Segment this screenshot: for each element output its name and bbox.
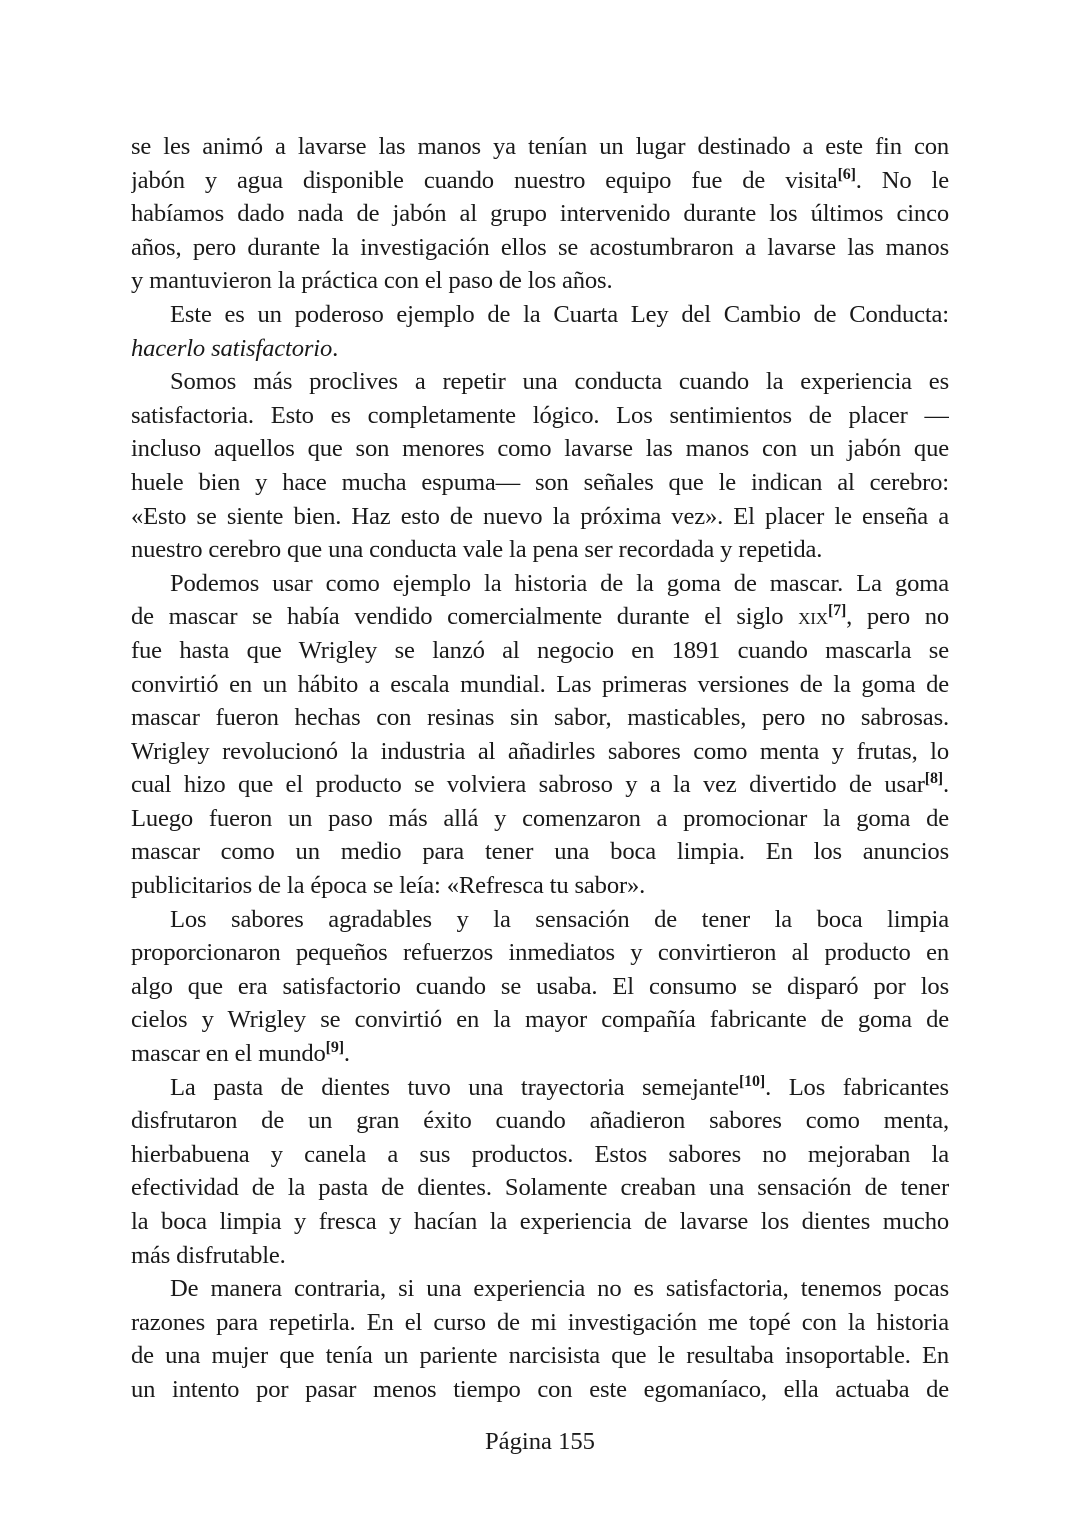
text-line [131,332,949,366]
text-run: jabón y agua disponible cuando nuestro equipo fue de visita [131,166,838,194]
text-run: mascar fueron hechas con resinas sin sabor, masticables, pero no sabrosas. [131,704,949,732]
footnote-reference[interactable]: [9] [325,1039,344,1057]
text-line [131,533,949,567]
footnote-reference[interactable]: [6] [837,165,856,183]
text-line [131,668,949,702]
text-line [131,802,949,836]
text-run: cual hizo que el producto se volviera sabroso y a la vez divertido de usar [131,771,925,799]
text-line [131,432,949,466]
text-run: La pasta de dientes tuvo una trayectoria semejante [170,1073,739,1101]
text-line [131,768,949,802]
text-run: de mascar se había vendido comercialmente durante el siglo [131,603,799,631]
text-line [131,970,949,1004]
text-run: proporcionaron pequeños refuerzos inmediatos y convirtieron al producto en [131,939,949,967]
text-run: nuestro cerebro que una conducta vale la pena ser recordada y repetida. [131,536,823,564]
text-run: xix [798,603,828,631]
text-line [131,1306,949,1340]
text-run: satisfactoria. Esto es completamente lógico. Los sentimientos de placer — [131,401,949,429]
text-line [131,1003,949,1037]
text-line [131,164,949,198]
text-line [131,1171,949,1205]
paragraph [131,1272,949,1406]
text-run: . [343,1040,350,1068]
text-line [131,936,949,970]
text-run: . No le [855,166,949,194]
text-line [131,1071,949,1105]
text-run: publicitarios de la época se leía: «Refresca tu sabor». [131,872,646,900]
text-run: habíamos dado nada de jabón al grupo intervenido durante los últimos cinco [131,200,949,228]
text-run: se les animó a lavarse las manos ya tenían un lugar destinado a este fin con [131,133,949,160]
paragraph [131,567,949,903]
text-line [131,869,949,903]
text-line [131,835,949,869]
text-run: y mantuvieron la práctica con el paso de los años. [131,267,613,295]
paragraph [131,298,949,365]
text-line [131,634,949,668]
text-run: huele bien y hace mucha espuma— son señales que le indican al cerebro: [131,468,949,496]
text-run: mascar como un medio para tener una boca limpia. En los anuncios [131,838,949,866]
text-run: disfrutaron de un gran éxito cuando añadieron sabores como menta, [131,1107,949,1135]
text-run: hierbabuena y canela a sus productos. Estos sabores no mejoraban la [131,1140,949,1168]
text-line [131,1339,949,1373]
text-run: algo que era satisfactorio cuando se usaba. El consumo se disparó por los [131,972,949,1000]
text-line [131,500,949,534]
text-line [131,298,949,332]
text-run: incluso aquellos que son menores como lavarse las manos con un jabón que [131,435,949,463]
text-line [131,1239,949,1273]
text-line [131,466,949,500]
text-line [131,1373,949,1407]
text-run: razones para repetirla. En el curso de mi investigación me topé con la historia [131,1308,949,1336]
emphasis-text: hacerlo satisfactorio [131,334,333,362]
text-run: un intento por pasar menos tiempo con este egomaníaco, ella actuaba de [131,1375,949,1403]
text-run: , pero no [846,603,949,631]
body-text [131,130,949,1407]
text-run: Luego fueron un paso más allá y comenzaron a promocionar la goma de [131,804,949,832]
text-run: efectividad de la pasta de dientes. Solamente creaban una sensación de tener [131,1174,949,1202]
text-line [131,1272,949,1306]
text-run: Este es un poderoso ejemplo de la Cuarta Ley del Cambio de Conducta: [170,300,949,328]
text-line [131,399,949,433]
text-run: Podemos usar como ejemplo la historia de la goma de mascar. La goma [170,569,949,597]
footnote-reference[interactable]: [8] [924,770,943,788]
text-run: convirtió en un hábito a escala mundial. Las primeras versiones de la goma de [131,670,949,698]
text-run: más disfrutable. [131,1241,286,1269]
text-line [131,197,949,231]
text-run: Los sabores agradables y la sensación de tener la boca limpia [170,905,949,933]
page-number: Página 155 [485,1428,595,1455]
text-line [131,1205,949,1239]
text-run: Wrigley revolucionó la industria al añadirles sabores como menta y frutas, lo [131,737,949,765]
text-line [131,1138,949,1172]
text-run: cielos y Wrigley se convirtió en la mayor compañía fabricante de goma de [131,1006,949,1034]
text-run: de una mujer que tenía un pariente narcisista que le resultaba insoportable. En [131,1342,949,1370]
text-line [131,264,949,298]
footnote-reference[interactable]: [7] [827,602,847,620]
text-line [131,365,949,399]
paragraph [131,130,949,298]
paragraph [131,1071,949,1273]
text-run: fue hasta que Wrigley se lanzó al negocio en 1891 cuando mascarla se [131,636,949,664]
text-run: Somos más proclives a repetir una conducta cuando la experiencia es [170,368,949,396]
text-run: . [943,771,949,799]
text-line [131,567,949,601]
text-run: la boca limpia y fresca y hacían la experiencia de lavarse los dientes mucho [131,1208,949,1235]
paragraph [131,903,949,1071]
text-run: años, pero durante la investigación ellos se acostumbraron a lavarse las manos [131,233,949,261]
text-line [131,701,949,735]
text-line [131,231,949,265]
text-run: «Esto se siente bien. Haz esto de nuevo la próxima vez». El placer le enseña a [131,502,949,530]
text-line [131,735,949,769]
text-line [131,600,949,634]
paragraph [131,365,949,567]
text-line [131,130,949,164]
text-line [131,903,949,937]
text-run: . [332,334,339,362]
footnote-reference[interactable]: [10] [739,1072,766,1090]
text-run: De manera contraria, si una experiencia no es satisfactoria, tenemos pocas [170,1275,949,1303]
text-line [131,1104,949,1138]
text-run: . Los fabricantes [765,1073,949,1101]
text-run: mascar en el mundo [131,1040,326,1068]
text-line [131,1037,949,1071]
